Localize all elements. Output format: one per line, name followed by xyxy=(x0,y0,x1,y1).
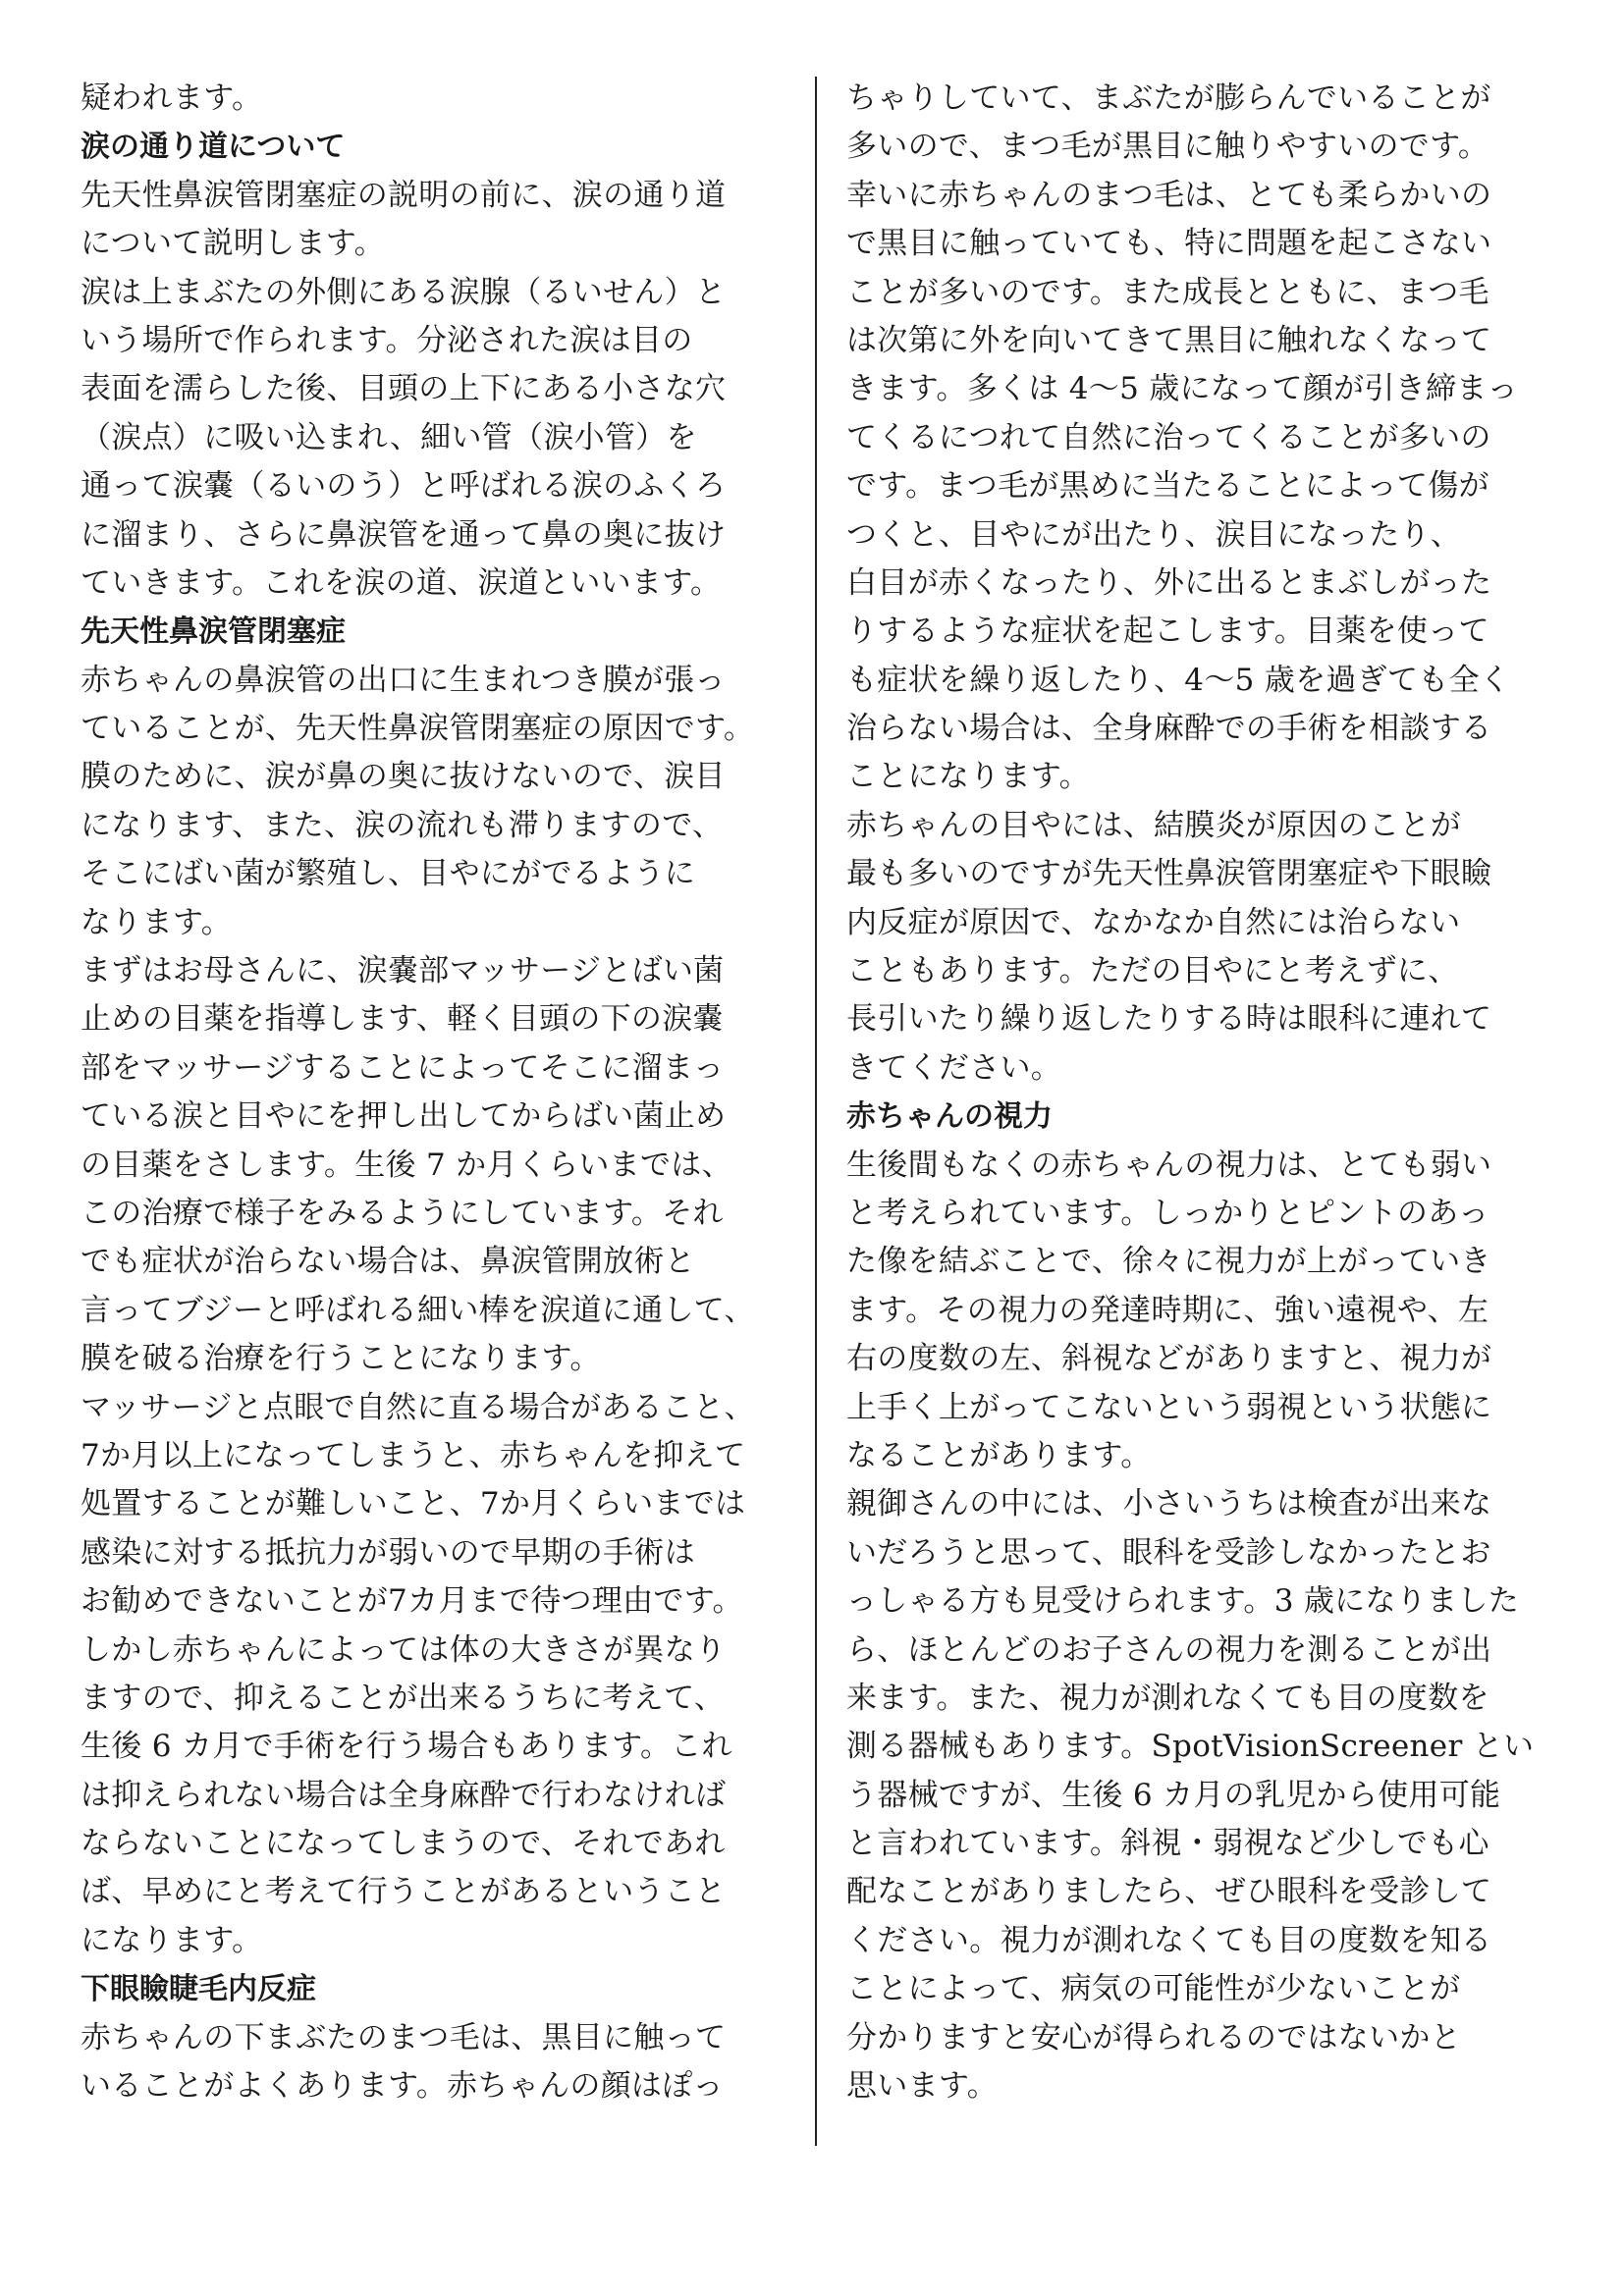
text-line: 治らない場合は、全身麻酔での手術を相談する xyxy=(846,711,1492,747)
text-line: 部をマッサージすることによってそこに溜まっ xyxy=(81,1049,725,1086)
text-line: 膜のために、涙が鼻の奥に抜けないので、涙目 xyxy=(81,759,726,795)
text-line: きてください。 xyxy=(846,1049,1062,1086)
text-line: 上手く上がってこないという弱視という状態に xyxy=(846,1389,1492,1425)
text-line: ことになります。 xyxy=(846,759,1090,795)
text-line: ことによって、病気の可能性が少ないことが xyxy=(846,1971,1461,2007)
text-line: つくと、目やにが出たり、涙目になったり、 xyxy=(846,516,1461,553)
text-line: 測る器械もあります。SpotVisionScreener とい xyxy=(846,1729,1535,1765)
text-line: と考えられています。しっかりとピントのあっ xyxy=(846,1195,1489,1231)
text-line: と言われています。斜視・弱視など少しでも心 xyxy=(846,1826,1489,1862)
section-heading: 先天性鼻涙管閉塞症 xyxy=(81,614,346,650)
text-line: いだろうと思って、眼科を受診しなかったとお xyxy=(846,1534,1491,1571)
text-line: 白目が赤くなったり、外に出るとまぶしがった xyxy=(846,564,1492,601)
text-line: ら、ほとんどのお子さんの視力を測ることが出 xyxy=(846,1631,1492,1668)
text-line: ている涙と目やにを押し出してからばい菌止め xyxy=(81,1098,727,1135)
text-line: この治療で様子をみるようにしています。それ xyxy=(81,1195,724,1231)
text-line: 思います。 xyxy=(846,2068,999,2105)
text-line: 配なことがありましたら、ぜひ眼科を受診して xyxy=(846,1874,1492,1910)
text-line: てくるにつれて自然に治ってくることが多いの xyxy=(846,419,1491,455)
text-line: ます。その視力の発達時期に、強い遠視や、左 xyxy=(846,1292,1489,1328)
section-heading: 涙の通り道について xyxy=(81,130,346,165)
text-line: しかし赤ちゃんによっては体の大きさが異なり xyxy=(81,1631,727,1668)
text-line: 通って涙嚢（るいのう）と呼ばれる涙のふくろ xyxy=(81,468,727,505)
text-line: 感染に対する抵抗力が弱いので早期の手術は xyxy=(81,1534,695,1571)
text-line: 膜を破る治療を行うことになります。 xyxy=(81,1341,601,1377)
column-divider xyxy=(815,77,817,2146)
text-line: 赤ちゃんの目やには、結膜炎が原因のことが xyxy=(846,807,1461,843)
text-line: （涙点）に吸い込まれ、細い管（涙小管）を xyxy=(81,419,697,455)
text-line: の目薬をさします。生後 7 か月くらいまでは、 xyxy=(81,1147,732,1183)
text-line: 幸いに赤ちゃんのまつ毛は、とても柔らかいの xyxy=(846,177,1492,213)
text-line: 親御さんの中には、小さいうちは検査が出来な xyxy=(846,1486,1492,1522)
text-line: です。まつ毛が黒めに当たることによって傷が xyxy=(846,468,1489,505)
text-line: ていることが、先天性鼻涙管閉塞症の原因です。 xyxy=(81,711,755,747)
text-line: 内反症が原因で、なかなか自然には治らない xyxy=(846,904,1461,940)
text-line: 疑われます。 xyxy=(81,80,263,116)
text-line: でも症状が治らない場合は、鼻涙管開放術と xyxy=(81,1244,695,1280)
text-line: 分かりますと安心が得られるのではないかと xyxy=(846,2019,1461,2056)
text-line: こともあります。ただの目やにと考えずに、 xyxy=(846,953,1459,989)
text-line: 長引いたり繰り返したりする時は眼科に連れて xyxy=(846,1001,1492,1038)
text-line: 生後間もなくの赤ちゃんの視力は、とても弱い xyxy=(846,1147,1492,1183)
text-line: まずはお母さんに、涙嚢部マッサージとばい菌 xyxy=(81,953,725,989)
left-column xyxy=(81,75,784,2110)
text-line: ことが多いのです。また成長とともに、まつ毛 xyxy=(846,274,1489,310)
text-line: になります、また、涙の流れも滞りますので、 xyxy=(81,807,724,843)
text-line: について説明します。 xyxy=(81,226,385,262)
text-line: に溜まり、さらに鼻涙管を通って鼻の奥に抜け xyxy=(81,516,727,553)
text-line: そこにばい菌が繁殖し、目やにがでるように xyxy=(81,856,695,892)
text-line: になります。 xyxy=(81,1922,263,1958)
text-line: 生後 6 カ月で手術を行う場合もあります。これ xyxy=(81,1729,732,1765)
text-line: りするような症状を起こします。目薬を使って xyxy=(846,614,1489,650)
text-line: 多いので、まつ毛が黒目に触りやすいのです。 xyxy=(846,129,1489,165)
text-line: っしゃる方も見受けられます。3 歳になりました xyxy=(846,1583,1519,1620)
text-line: なることがあります。 xyxy=(846,1437,1152,1473)
text-line: う器械ですが、生後 6 カ月の乳児から使用可能 xyxy=(846,1777,1501,1813)
text-line: ば、早めにと考えて行うことがあるということ xyxy=(81,1874,727,1910)
text-line: 赤ちゃんの鼻涙管の出口に生まれつき膜が張っ xyxy=(81,662,726,698)
text-line: マッサージと点眼で自然に直る場合があること、 xyxy=(81,1389,755,1425)
text-line: 止めの目薬を指導します、軽く目頭の下の涙嚢 xyxy=(81,1001,724,1038)
text-line: 先天性鼻涙管閉塞症の説明の前に、涙の通り道 xyxy=(81,177,727,213)
text-line: ますので、抑えることが出来るうちに考えて、 xyxy=(81,1680,726,1716)
text-line: いう場所で作られます。分泌された涙は目の xyxy=(81,322,693,358)
text-line: 来ます。また、視力が測れなくても目の度数を xyxy=(846,1680,1489,1716)
text-line: 涙は上まぶたの外側にある涙腺（るいせん）と xyxy=(81,274,727,310)
right-column xyxy=(846,75,1555,2110)
text-line: ちゃりしていて、まぶたが膨らんでいることが xyxy=(846,80,1491,116)
text-line: きます。多くは 4～5 歳になって顔が引き締まっ xyxy=(846,371,1518,407)
text-line: 右の度数の左、斜視などがありますと、視力が xyxy=(846,1341,1492,1377)
text-line: お勧めできないことが7カ月まで待つ理由です。 xyxy=(81,1583,743,1620)
text-line: いることがよくあります。赤ちゃんの顔はぽっ xyxy=(81,2068,724,2105)
text-line: ください。視力が測れなくても目の度数を知る xyxy=(846,1922,1492,1958)
text-line: は次第に外を向いてきて黒目に触れなくなって xyxy=(846,322,1492,358)
text-line: 赤ちゃんの下まぶたのまつ毛は、黒目に触って xyxy=(81,2019,727,2056)
text-line: は抑えられない場合は全身麻酔で行わなければ xyxy=(81,1777,727,1813)
text-line: 7か月以上になってしまうと、赤ちゃんを抑えて xyxy=(81,1437,746,1473)
text-line: 処置することが難しいこと、7か月くらいまでは xyxy=(81,1486,746,1522)
text-line: で黒目に触っていても、特に問題を起こさない xyxy=(846,226,1492,262)
text-line: も症状を繰り返したり、4～5 歳を過ぎても全く xyxy=(846,662,1511,698)
section-heading: 下眼瞼睫毛内反症 xyxy=(81,1972,316,2007)
text-line: ならないことになってしまうので、それであれ xyxy=(81,1826,726,1862)
text-line: 言ってブジーと呼ばれる細い棒を涙道に通して、 xyxy=(81,1292,755,1328)
text-line: た像を結ぶことで、徐々に視力が上がっていき xyxy=(846,1244,1491,1280)
text-line: ていきます。これを涙の道、涙道といいます。 xyxy=(81,564,722,601)
text-line: 表面を濡らした後、目頭の上下にある小さな穴 xyxy=(81,371,727,407)
text-line: 最も多いのですが先天性鼻涙管閉塞症や下眼瞼 xyxy=(846,856,1492,892)
section-heading: 赤ちゃんの視力 xyxy=(846,1099,1053,1135)
text-line: なります。 xyxy=(81,904,233,940)
